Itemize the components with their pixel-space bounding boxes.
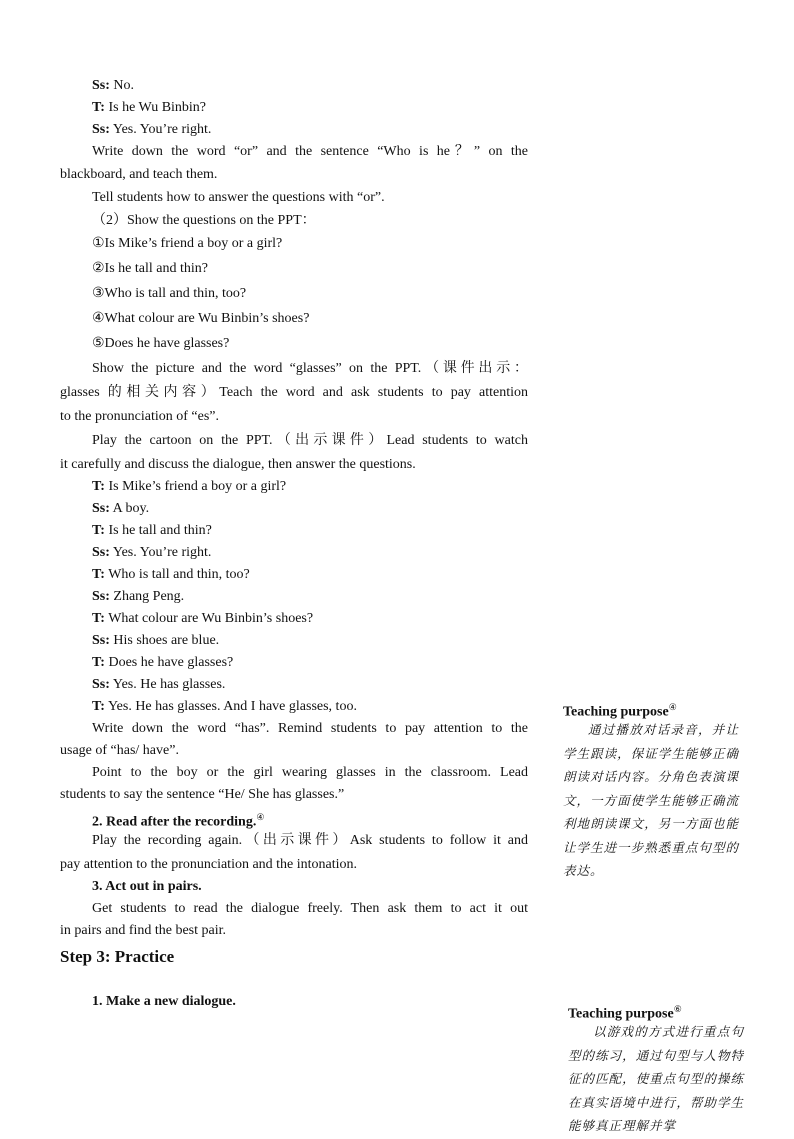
speaker: T:	[92, 523, 105, 538]
paragraph-line: Tell students how to answer the questions with “or”.	[92, 190, 385, 205]
speaker: T:	[92, 100, 105, 115]
footnote-mark: ⑥	[673, 1004, 682, 1014]
utterance: Yes. He has glasses.	[109, 677, 226, 692]
paragraph-line: Show the picture and the word “glasses” on the PPT.（课件出示：	[92, 361, 528, 376]
dialogue-line	[60, 477, 528, 499]
note-title	[563, 697, 739, 719]
utterance: What colour are Wu Binbin’s shoes?	[104, 611, 314, 626]
paragraph-line: pay attention to the pronunciation and the intonation.	[60, 857, 358, 872]
paragraph-line: Get students to read the dialogue freely. Then ask them to act it out	[92, 901, 528, 916]
dialogue-line	[60, 499, 528, 521]
utterance: Is he tall and thin?	[104, 523, 212, 538]
note-body: 以游戏的方式进行重点句型的练习，通过句型与人物特征的匹配，使重点句型的操练在真实语境中进行，帮助学生能够真正理解并掌	[568, 1025, 744, 1133]
question-item: ①Is Mike’s friend a boy or a girl?	[92, 236, 283, 251]
paragraph-line: Play the cartoon on the PPT.（出示课件）Lead students to watch	[92, 433, 528, 448]
utterance: A boy.	[109, 501, 150, 516]
dialogue-line	[60, 587, 528, 609]
paragraph-line: students to say the sentence “He/ She has glasses.”	[60, 787, 345, 802]
teaching-purpose-note	[563, 697, 739, 884]
paragraph-line: Play the recording again.（出示课件）Ask students to follow it and	[92, 833, 528, 848]
dialogue-line	[60, 98, 528, 120]
utterance: Who is tall and thin, too?	[104, 567, 250, 582]
question-item: ⑤Does he have glasses?	[92, 336, 230, 351]
question-item: ②Is he tall and thin?	[92, 261, 208, 276]
note-title-text: Teaching purpose	[568, 1006, 674, 1022]
dialogue-line	[60, 76, 528, 98]
teaching-purpose-note	[568, 999, 744, 1139]
paragraph-line: in pairs and find the best pair.	[60, 923, 227, 938]
spacer	[60, 973, 528, 992]
utterance: Yes. You’re right.	[109, 545, 212, 560]
speaker: T:	[92, 479, 105, 494]
question-item: ④What colour are Wu Binbin’s shoes?	[92, 311, 310, 326]
dialogue-line	[60, 697, 528, 719]
utterance: His shoes are blue.	[109, 633, 220, 648]
utterance: Yes. He has glasses. And I have glasses, too.	[104, 699, 357, 714]
note-title	[568, 999, 744, 1021]
utterance: Zhang Peng.	[109, 589, 185, 604]
paragraph-line: （2）Show the questions on the PPT：	[92, 213, 316, 228]
speaker: Ss:	[92, 78, 110, 93]
paragraph-line: Point to the boy or the girl wearing glasses in the classroom. Lead	[92, 765, 528, 780]
dialogue-line	[60, 521, 528, 543]
speaker: T:	[92, 699, 105, 714]
paragraph-line: usage of “has/ have”.	[60, 743, 179, 758]
paragraph-line: Write down the word “has”. Remind students to pay attention to the	[92, 721, 528, 736]
step-heading: Step 3: Practice	[60, 947, 175, 966]
utterance: No.	[109, 78, 135, 93]
speaker: Ss:	[92, 122, 110, 137]
section-heading: 1. Make a new dialogue.	[92, 994, 236, 1009]
dialogue-line	[60, 609, 528, 631]
speaker: Ss:	[92, 633, 110, 648]
question-item: ③Who is tall and thin, too?	[92, 286, 247, 301]
dialogue-line	[60, 631, 528, 653]
lesson-body	[60, 76, 528, 1014]
dialogue-line	[60, 543, 528, 565]
utterance: Is he Wu Binbin?	[104, 100, 207, 115]
section-heading: 3. Act out in pairs.	[92, 879, 202, 894]
paragraph-line: Write down the word “or” and the sentence “Who is he？” on the	[92, 144, 528, 159]
section-heading	[60, 807, 528, 831]
dialogue-line	[60, 565, 528, 587]
dialogue-line	[60, 653, 528, 675]
paragraph-line: glasses 的相关内容）Teach the word and ask students to pay attention	[60, 385, 528, 400]
paragraph-line: to the pronunciation of “es”.	[60, 409, 220, 424]
speaker: Ss:	[92, 677, 110, 692]
speaker: Ss:	[92, 589, 110, 604]
note-body: 通过播放对话录音，并让学生跟读，保证学生能够正确朗读对话内容。分角色表演课文，一方面使学生能够正确流利地朗读课文，另一方面也能让学生进一步熟悉重点句型的表达。	[563, 723, 739, 878]
speaker: Ss:	[92, 501, 110, 516]
paragraph-line: it carefully and discuss the dialogue, then answer the questions.	[60, 457, 416, 472]
speaker: Ss:	[92, 545, 110, 560]
speaker: T:	[92, 567, 105, 582]
speaker: T:	[92, 611, 105, 626]
utterance: Is Mike’s friend a boy or a girl?	[104, 479, 287, 494]
footnote-mark: ④	[256, 812, 265, 822]
utterance: Yes. You’re right.	[109, 122, 212, 137]
speaker: T:	[92, 655, 105, 670]
paragraph-line: blackboard, and teach them.	[60, 167, 218, 182]
dialogue-line	[60, 675, 528, 697]
section-heading-text: 2. Read after the recording.	[92, 814, 257, 830]
utterance: Does he have glasses?	[104, 655, 234, 670]
dialogue-line	[60, 120, 528, 142]
note-title-text: Teaching purpose	[563, 704, 669, 720]
footnote-mark: ④	[668, 702, 677, 712]
